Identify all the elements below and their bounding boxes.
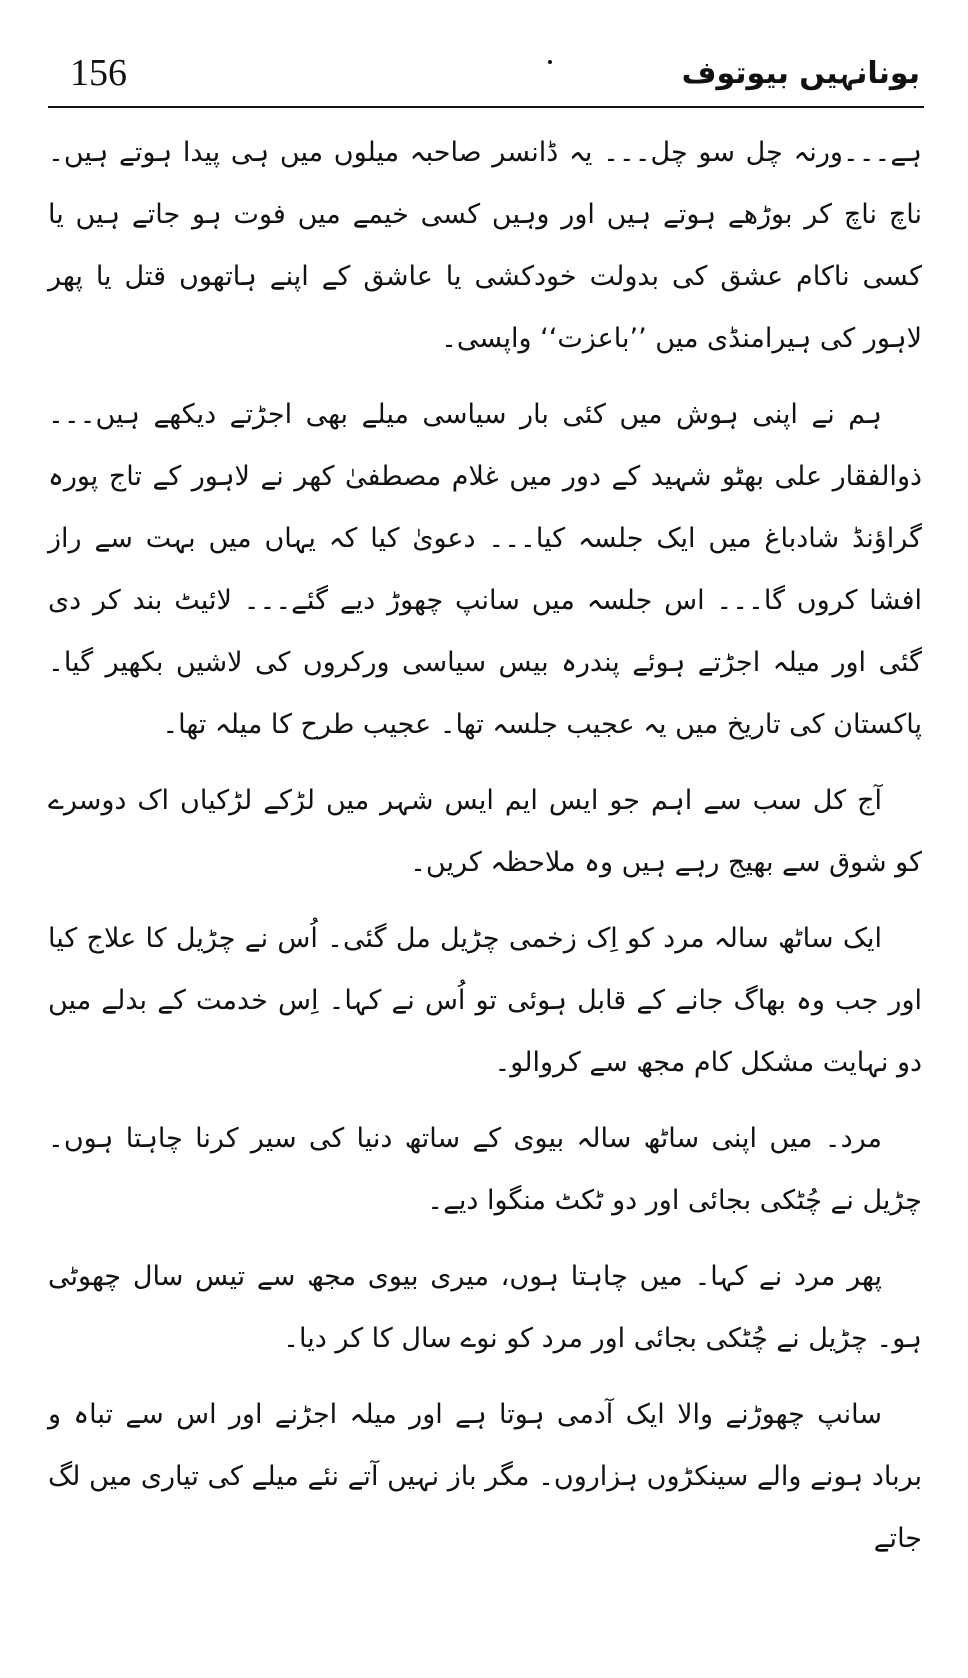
paragraph-1: ہے۔۔۔ورنہ چل سو چل۔۔۔ یہ ڈانسر صاحبہ میلوں میں ہی پیدا ہوتے ہیں۔ ناچ ناچ کر بوڑھے ہوتے ہیں اور وہیں کسی خیمے میں فوت ہو جاتے ہیں یا کسی ناکام عشق کی بدولت خودکشی یا عاشق کے اپنے ہاتھوں قتل یا پھر لاہور کی ہیرامنڈی میں ’’باعزت‘‘ واپسی۔ xyxy=(48,137,922,354)
running-title: بونانہیں بیوتوف xyxy=(681,56,920,91)
header-divider xyxy=(48,106,924,108)
page-header xyxy=(48,40,920,108)
paragraph-6: پھر مرد نے کہا۔ میں چاہتا ہوں، میری بیوی مجھ سے تیس سال چھوٹی ہو۔ چڑیل نے چُٹکی بجائی اور مرد کو نوے سال کا کر دیا۔ xyxy=(48,1261,922,1354)
paragraph-4: ایک ساٹھ سالہ مرد کو اِک زخمی چڑیل مل گئی۔ اُس نے چڑیل کا علاج کیا اور جب وہ بھاگ جانے کے قابل ہوئی تو اُس نے کہا۔ اِس خدمت کے بدلے میں دو نہایت مشکل کام مجھ سے کروالو۔ xyxy=(48,923,922,1078)
paragraph-3: آج کل سب سے اہم جو ایس ایم ایس شہر میں لڑکے لڑکیاں اک دوسرے کو شوق سے بھیج رہے ہیں وہ ملاحظہ کریں۔ xyxy=(48,785,922,878)
header-dot-mark xyxy=(548,60,552,64)
paragraph-5: مرد۔ میں اپنی ساٹھ سالہ بیوی کے ساتھ دنیا کی سیر کرنا چاہتا ہوں۔ چڑیل نے چُٹکی بجائی اور دو ٹکٹ منگوا دیے۔ xyxy=(48,1123,922,1216)
page-number: 156 xyxy=(70,52,127,94)
body-text xyxy=(48,122,922,1570)
paragraph-2: ہم نے اپنی ہوش میں کئی بار سیاسی میلے بھی اجڑتے دیکھے ہیں۔۔۔ ذوالفقار علی بھٹو شہید کے دور میں غلام مصطفیٰ کھر نے لاہور کے تاج پورہ گراؤنڈ شادباغ میں ایک جلسہ کیا۔۔۔ دعویٰ کیا کہ یہاں میں بہت سے راز افشا کروں گا۔۔۔ اس جلسہ میں سانپ چھوڑ دیے گئے۔۔۔ لائیٹ بند کر دی گئی اور میلہ اجڑتے ہوئے پندرہ بیس سیاسی ورکروں کی لاشیں بکھیر گیا۔ پاکستان کی تاریخ میں یہ عجیب جلسہ تھا۔ عجیب طرح کا میلہ تھا۔ xyxy=(48,399,922,740)
paragraph-7: سانپ چھوڑنے والا ایک آدمی ہوتا ہے اور میلہ اجڑنے اور اس سے تباہ و برباد ہونے والے سینکڑوں ہزاروں۔ مگر باز نہیں آتے نئے میلے کی تیاری میں لگ جاتے xyxy=(48,1399,922,1554)
